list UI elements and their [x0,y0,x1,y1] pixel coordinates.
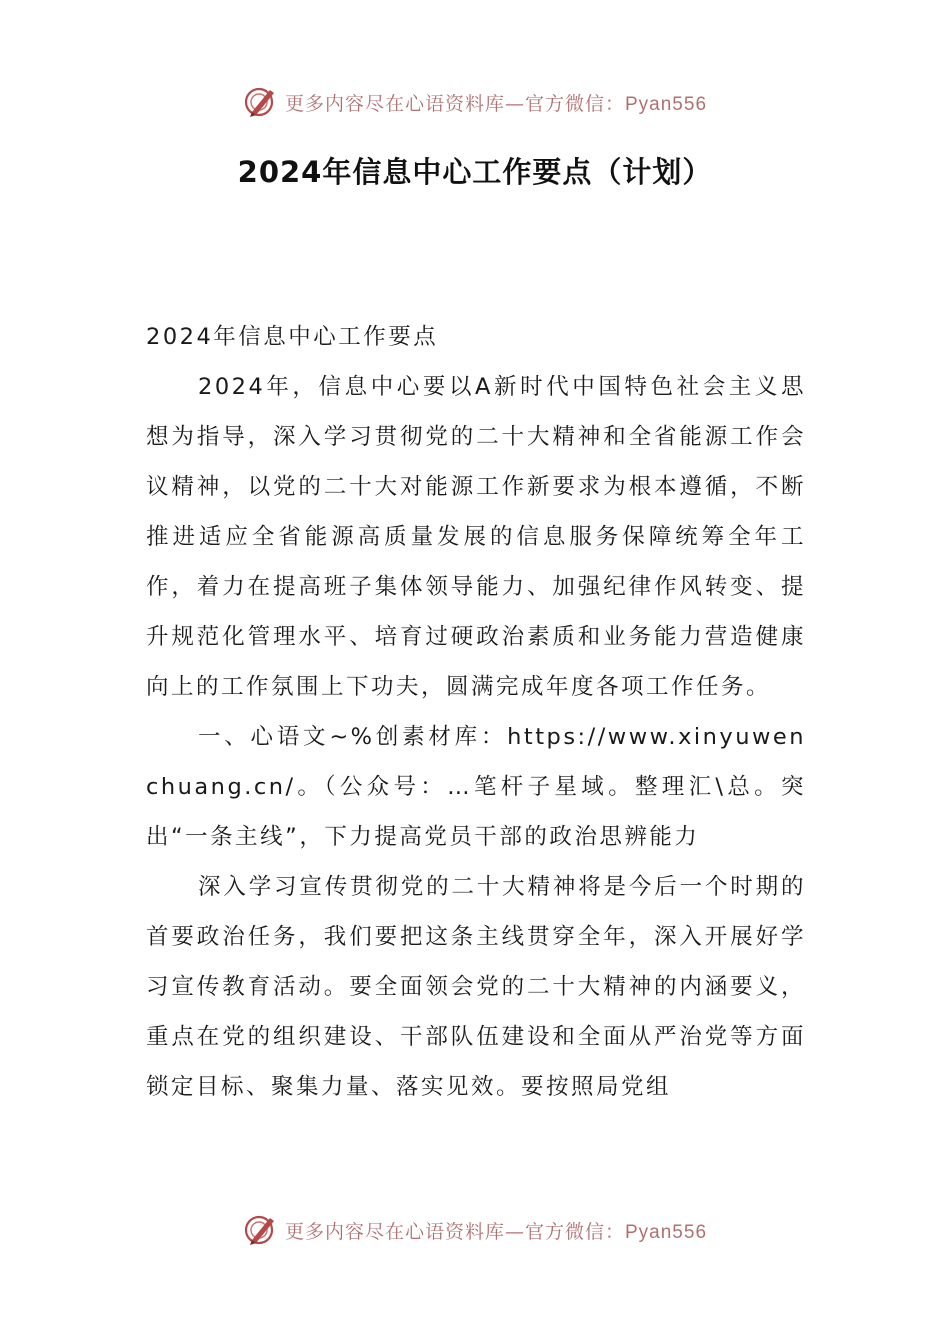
banner-text: 更多内容尽在心语资料库—官方微信：Pyan556 [284,92,708,115]
document-subtitle: 2024年信息中心工作要点 [146,324,439,350]
header-watermark-banner [0,82,950,122]
document-title: 2024年信息中心工作要点（计划） [237,155,713,189]
paragraph-intro: 2024年，信息中心要以A新时代中国特色社会主义思想为指导，深入学习贯彻党的二十大精神和全省能源工作会议精神，以党的二十大对能源工作新要求为根本遵循，不断推进适应全省能源高质量发展的信息服务保障统筹全年工作，着力在提高班子集体领导能力、加强纪律作风转变、提升规范化管理水平、培育过硬政治素质和业务能力营造健康向上的工作氛围上下功夫，圆满完成年度各项工作任务。 [146,374,806,700]
footer-watermark-banner [0,1210,950,1250]
banner-text: 更多内容尽在心语资料库—官方微信：Pyan556 [284,1220,708,1243]
pen-logo-icon [243,1212,279,1248]
document-body [146,312,806,1112]
banner-wechat-id: Pyan556 [625,1221,708,1243]
paragraph-section-one-heading: 一、心语文~%创素材库：https://www.xinyuwenchuang.cn/。（公众号：…笔杆子星域。整理汇\总。突出“一条主线”，下力提高党员干部的政治思辨能力 [146,724,806,850]
pen-logo-icon [243,84,279,120]
banner-wechat-id: Pyan556 [625,93,708,115]
paragraph-section-one-body: 深入学习宣传贯彻党的二十大精神将是今后一个时期的首要政治任务，我们要把这条主线贯穿全年，深入开展好学习宣传教育活动。要全面领会党的二十大精神的内涵要义，重点在党的组织建设、干部队伍建设和全面从严治党等方面锁定目标、聚集力量、落实见效。要按照局党组 [146,874,806,1100]
